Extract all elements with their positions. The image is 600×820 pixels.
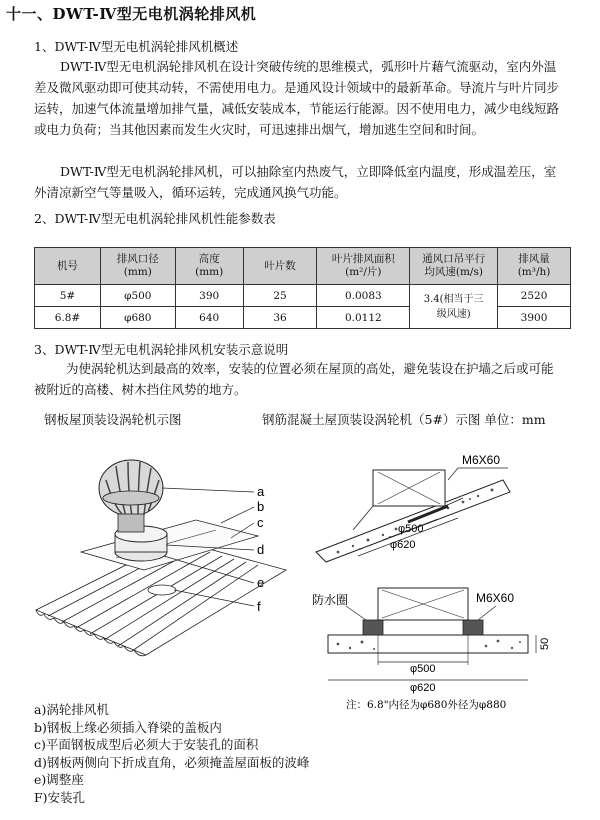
table-cell: φ500 bbox=[100, 285, 175, 307]
dim-outer-top: φ620 bbox=[390, 539, 416, 551]
figure-note: 注：6.8"内径为φ680外径为φ880 bbox=[346, 699, 507, 711]
header-cell: 排风量 (m³/h) bbox=[498, 248, 571, 285]
table-cell: 0.0112 bbox=[317, 307, 410, 329]
label-d: d bbox=[257, 542, 265, 557]
table-header-row bbox=[35, 248, 571, 285]
table-row bbox=[35, 285, 571, 307]
concrete-roof-diagram bbox=[298, 440, 578, 715]
dim-inner-top: φ500 bbox=[398, 523, 424, 535]
legend-item: e)调整座 bbox=[34, 772, 84, 787]
table-cell: 0.0083 bbox=[317, 285, 410, 307]
legend-item: d)钢板两侧向下折成直角，必须掩盖屋面板的波峰 bbox=[34, 754, 310, 770]
label-c: c bbox=[257, 515, 264, 530]
header-cell: 叶片排风面积 (m²/片) bbox=[317, 248, 410, 285]
sloped-roof-section bbox=[316, 453, 510, 562]
dim-inner-bottom: φ500 bbox=[410, 663, 436, 675]
bolt-label-top: M6X60 bbox=[462, 453, 501, 467]
table-cell: 3900 bbox=[498, 307, 571, 329]
table-cell: 6.8# bbox=[35, 307, 101, 329]
turbine-ventilator bbox=[99, 460, 163, 532]
dim-outer-bottom: φ620 bbox=[410, 682, 436, 694]
section3-para: 为使涡轮机达到最高的效率，安装的位置必须在屋顶的高处，避免装设在护墙之后或可能被附近的高楼、树木挡住风势的地方。 bbox=[34, 361, 554, 397]
steel-roof-diagram bbox=[26, 440, 298, 700]
header-cell: 高度 (mm) bbox=[175, 248, 243, 285]
caption-left: 钢板屋顶装设涡轮机示图 bbox=[44, 412, 182, 427]
section3-heading: 3、DWT-Ⅳ型无电机涡轮排风机安装示意说明 bbox=[34, 342, 289, 357]
legend-item: F)安装孔 bbox=[34, 789, 86, 805]
label-e: e bbox=[257, 575, 265, 590]
table-cell: 36 bbox=[243, 307, 317, 329]
table-cell: 640 bbox=[175, 307, 243, 329]
header-cell: 机号 bbox=[35, 248, 101, 285]
legend-item: b)钢板上缘必须插入脊梁的盖板内 bbox=[34, 719, 222, 735]
install-hole bbox=[148, 585, 176, 595]
legend-list bbox=[34, 701, 314, 806]
label-a: a bbox=[257, 484, 265, 499]
table-cell: 25 bbox=[243, 285, 317, 307]
bolt-label-bottom: M6X60 bbox=[476, 591, 515, 605]
flat-roof-section bbox=[312, 588, 551, 694]
section2-heading: 2、DWT-Ⅳ型无电机涡轮排风机性能参数表 bbox=[34, 211, 276, 226]
spec-table bbox=[34, 247, 571, 329]
legend-item: c)平面钢板成型后必须大于安装孔的面积 bbox=[34, 737, 259, 752]
legend-item: a)涡轮排风机 bbox=[34, 702, 109, 717]
caption-right: 钢筋混凝土屋顶装设涡轮机（5#）示图 单位：mm bbox=[262, 412, 546, 427]
header-cell: 叶片数 bbox=[243, 248, 317, 285]
table-cell: 2520 bbox=[498, 285, 571, 307]
section1-para2: DWT-Ⅳ型无电机涡轮排风机，可以抽除室内热废气，立即降低室内温度，形成温差压，室外清凉新空气等量吸入，循环运转，完成通风换气功能。 bbox=[34, 164, 557, 200]
header-cell: 通风口吊平行 均风速(m/s) bbox=[410, 248, 498, 285]
waterproof-ring-right bbox=[463, 620, 483, 635]
ring-label: 防水圈 bbox=[312, 593, 349, 607]
section1-para1: DWT-Ⅳ型无电机涡轮排风机在设计突破传统的思维模式，弧形叶片藉气流驱动，室内外温差及微风驱动即可使其动转，不需使用电力。是通风设计领域中的最新革命。导流片与叶片同步运转，加速气体流量增加排气量，减低安装成本，节能运行能源。因不使用电力，减少电线短路或电力负荷；当其他因素而发生火灾时，可迅速排出烟气，增加逃生空间和时间。 bbox=[34, 59, 560, 137]
table-cell: 390 bbox=[175, 285, 243, 307]
table-cell-merged: 3.4(相当于三 级风速) bbox=[410, 285, 498, 329]
waterproof-ring-left bbox=[363, 620, 383, 635]
header-cell: 排风口径 (mm) bbox=[100, 248, 175, 285]
page-title: 十一、DWT-Ⅳ型无电机涡轮排风机 bbox=[6, 5, 257, 23]
section1-heading: 1、DWT-Ⅳ型无电机涡轮排风机概述 bbox=[34, 39, 239, 54]
label-b: b bbox=[257, 499, 265, 514]
label-f: f bbox=[257, 599, 261, 614]
table-cell: φ680 bbox=[100, 307, 175, 329]
height-label: 50 bbox=[539, 637, 551, 650]
table-cell: 5# bbox=[35, 285, 101, 307]
